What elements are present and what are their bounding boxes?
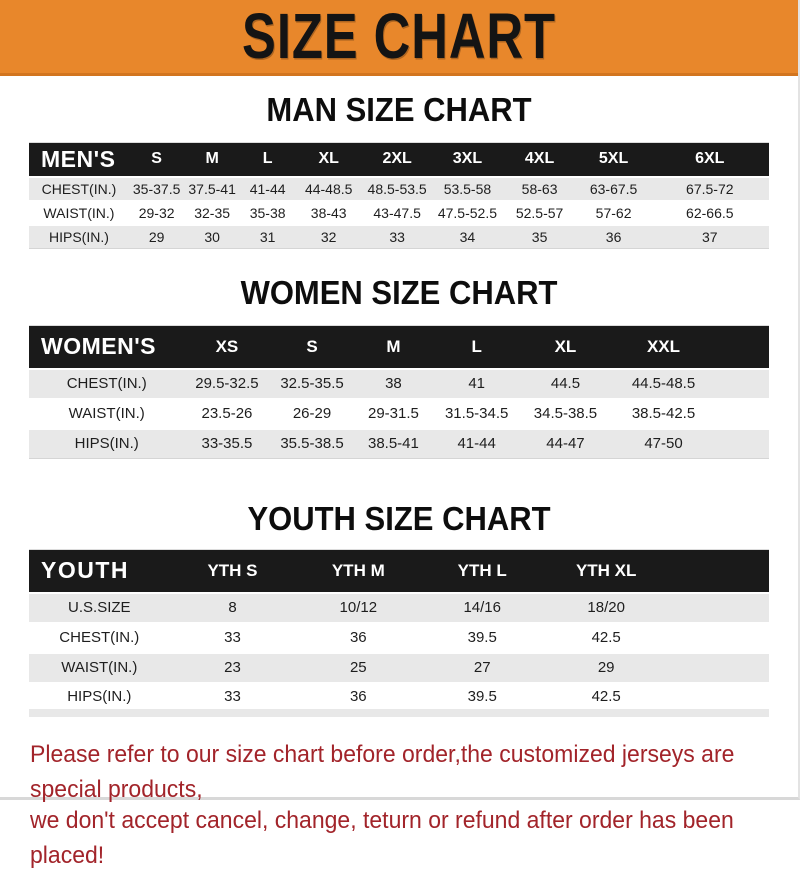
size-value-cell: 34 <box>432 225 502 249</box>
size-value-cell: 44.5-48.5 <box>610 369 717 399</box>
men-header-row <box>29 143 769 177</box>
size-value-cell: 44-48.5 <box>295 177 362 201</box>
size-value-cell: 39.5 <box>421 623 543 653</box>
women-row-chest-in <box>29 369 769 399</box>
men-column-header-3: L <box>240 143 296 177</box>
women-column-header-3: M <box>355 326 433 369</box>
men-row-waist-in <box>29 201 769 225</box>
women-row-hips-in <box>29 429 769 459</box>
size-value-cell: 35-37.5 <box>129 177 185 201</box>
size-value-cell: 33 <box>362 225 432 249</box>
empty-cell <box>717 369 769 399</box>
men-column-header-7: 4XL <box>503 143 577 177</box>
section-women <box>0 275 798 459</box>
empty-cell <box>717 429 769 459</box>
row-label: WAIST(IN.) <box>29 653 170 683</box>
youth-header-row <box>29 550 769 593</box>
youth-row-chest-in <box>29 623 769 653</box>
women-size-table <box>29 325 769 459</box>
size-value-cell: 53.5-58 <box>432 177 502 201</box>
notice-line-1: Please refer to our size chart before order,the customized jerseys are special products, <box>30 739 735 802</box>
size-value-cell: 58-63 <box>503 177 577 201</box>
size-value-cell: 32 <box>295 225 362 249</box>
men-column-header-5: 2XL <box>362 143 432 177</box>
men-size-table <box>29 142 769 249</box>
size-value-cell: 32.5-35.5 <box>269 369 354 399</box>
size-value-cell: 14/16 <box>421 593 543 623</box>
youth-section-heading: YOUTH SIZE CHART <box>247 499 551 538</box>
size-value-cell: 36 <box>577 225 651 249</box>
men-section-heading: MAN SIZE CHART <box>266 90 532 129</box>
size-value-cell: 35.5-38.5 <box>269 429 354 459</box>
size-value-cell: 29-32 <box>129 201 185 225</box>
size-value-cell: 44-47 <box>521 429 610 459</box>
women-header-row <box>29 326 769 369</box>
size-value-cell: 36 <box>295 623 421 653</box>
size-value-cell: 33-35.5 <box>184 429 269 459</box>
men-table-label: MEN'S <box>29 143 129 177</box>
size-value-cell: 29-31.5 <box>355 399 433 429</box>
size-value-cell: 8 <box>170 593 296 623</box>
size-value-cell: 42.5 <box>543 623 669 653</box>
size-value-cell: 43-47.5 <box>362 201 432 225</box>
size-value-cell: 10/12 <box>295 593 421 623</box>
size-value-cell: 41-44 <box>432 429 521 459</box>
empty-cell <box>669 653 769 683</box>
youth-row-waist-in <box>29 653 769 683</box>
row-label: WAIST(IN.) <box>29 201 129 225</box>
size-value-cell: 30 <box>184 225 240 249</box>
size-value-cell: 41-44 <box>240 177 296 201</box>
size-value-cell: 42.5 <box>543 683 669 713</box>
size-value-cell: 38 <box>355 369 433 399</box>
notice-line-2: we don't accept cancel, change, teturn or refund after order has been placed! <box>30 805 734 868</box>
size-value-cell: 44.5 <box>521 369 610 399</box>
size-value-cell: 27 <box>421 653 543 683</box>
size-value-cell: 36 <box>295 683 421 713</box>
size-value-cell: 67.5-72 <box>651 177 769 201</box>
size-value-cell: 32-35 <box>184 201 240 225</box>
men-row-chest-in <box>29 177 769 201</box>
size-value-cell: 31.5-34.5 <box>432 399 521 429</box>
size-value-cell: 39.5 <box>421 683 543 713</box>
size-value-cell: 31 <box>240 225 296 249</box>
row-label: HIPS(IN.) <box>29 683 170 713</box>
size-value-cell: 62-66.5 <box>651 201 769 225</box>
row-label: WAIST(IN.) <box>29 399 184 429</box>
size-value-cell: 18/20 <box>543 593 669 623</box>
youth-table-label: YOUTH <box>29 550 170 593</box>
women-column-header-4: L <box>432 326 521 369</box>
youth-column-header-empty <box>669 550 769 593</box>
size-value-cell: 38.5-42.5 <box>610 399 717 429</box>
empty-cell <box>669 683 769 713</box>
empty-cell <box>717 399 769 429</box>
size-value-cell: 29 <box>129 225 185 249</box>
size-value-cell: 47-50 <box>610 429 717 459</box>
women-column-header-6: XXL <box>610 326 717 369</box>
women-table-label: WOMEN'S <box>29 326 184 369</box>
men-column-header-8: 5XL <box>577 143 651 177</box>
men-column-header-9: 6XL <box>651 143 769 177</box>
size-value-cell: 38.5-41 <box>355 429 433 459</box>
row-label: HIPS(IN.) <box>29 225 129 249</box>
size-value-cell: 23 <box>170 653 296 683</box>
women-column-header-5: XL <box>521 326 610 369</box>
size-value-cell: 26-29 <box>269 399 354 429</box>
section-youth <box>0 501 798 717</box>
youth-column-header-4: YTH XL <box>543 550 669 593</box>
section-men <box>0 92 798 249</box>
size-value-cell: 29 <box>543 653 669 683</box>
row-label: U.S.SIZE <box>29 593 170 623</box>
youth-row-hips-in <box>29 683 769 713</box>
banner <box>0 0 798 76</box>
size-value-cell: 47.5-52.5 <box>432 201 502 225</box>
youth-column-header-1: YTH S <box>170 550 296 593</box>
size-value-cell: 33 <box>170 623 296 653</box>
size-value-cell: 63-67.5 <box>577 177 651 201</box>
empty-cell <box>669 593 769 623</box>
women-column-header-2: S <box>269 326 354 369</box>
footer-notice <box>30 737 770 869</box>
row-label: CHEST(IN.) <box>29 177 129 201</box>
youth-column-header-3: YTH L <box>421 550 543 593</box>
size-value-cell: 35-38 <box>240 201 296 225</box>
women-section-heading: WOMEN SIZE CHART <box>240 273 558 312</box>
row-label: HIPS(IN.) <box>29 429 184 459</box>
size-value-cell: 23.5-26 <box>184 399 269 429</box>
women-column-header-1: XS <box>184 326 269 369</box>
row-label: CHEST(IN.) <box>29 369 184 399</box>
size-value-cell: 29.5-32.5 <box>184 369 269 399</box>
youth-size-table <box>29 549 769 717</box>
banner-title: SIZE CHART <box>242 1 556 72</box>
size-value-cell: 33 <box>170 683 296 713</box>
size-value-cell: 38-43 <box>295 201 362 225</box>
size-value-cell: 57-62 <box>577 201 651 225</box>
youth-column-header-2: YTH M <box>295 550 421 593</box>
size-value-cell: 34.5-38.5 <box>521 399 610 429</box>
size-value-cell: 37.5-41 <box>184 177 240 201</box>
youth-row-u-s-size <box>29 593 769 623</box>
men-column-header-6: 3XL <box>432 143 502 177</box>
empty-cell <box>669 623 769 653</box>
men-row-hips-in <box>29 225 769 249</box>
men-column-header-2: M <box>184 143 240 177</box>
size-value-cell: 41 <box>432 369 521 399</box>
row-label: CHEST(IN.) <box>29 623 170 653</box>
size-value-cell: 25 <box>295 653 421 683</box>
women-column-header-empty <box>717 326 769 369</box>
size-value-cell: 52.5-57 <box>503 201 577 225</box>
men-column-header-4: XL <box>295 143 362 177</box>
women-row-waist-in <box>29 399 769 429</box>
size-value-cell: 35 <box>503 225 577 249</box>
size-value-cell: 48.5-53.5 <box>362 177 432 201</box>
men-column-header-1: S <box>129 143 185 177</box>
size-value-cell: 37 <box>651 225 769 249</box>
